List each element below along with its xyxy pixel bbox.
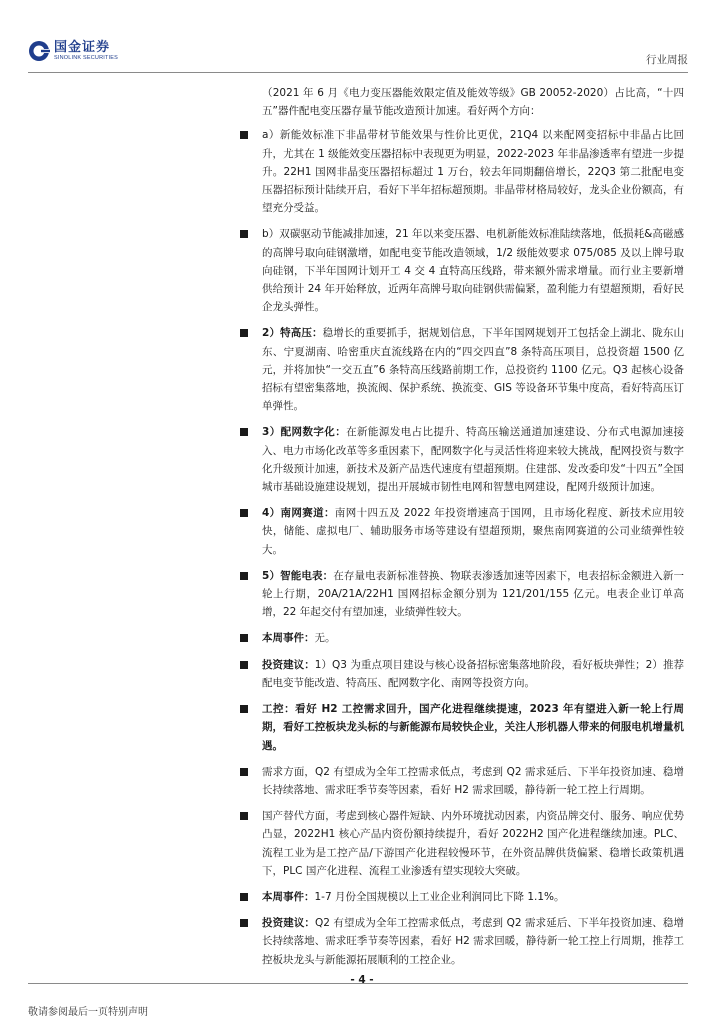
bullet-paragraph xyxy=(0,324,724,415)
paragraph-text: 南网十四五及 2022 年投资增速高于国网，且市场化程度、新技术应用较快，储能、虚拟电厂、辅助服务市场等建设有望超预期，聚焦南网赛道的公司业绩弹性较大。 xyxy=(262,507,684,556)
square-bullet-icon xyxy=(240,893,248,901)
bullet-paragraph xyxy=(0,126,724,217)
paragraph-lead: 投资建议： xyxy=(262,658,315,671)
paragraph-text: 稳增长的重要抓手，据规划信息，下半年国网规划开工包括金上湖北、陇东山东、宁夏湖南、哈密重庆直流线路在内的“四交四直”8 条特高压项目，总投资超 1500 亿元，并将加快“一交五直”6 条特高压线路前期工作，总投资约 1100 亿元。Q3 起核心设备招标有望密集落地，换流阀、保护系统、换流变、GIS 等设备环节集中度高，看好特高压订单弹性。 xyxy=(262,327,684,413)
bullet-paragraph xyxy=(0,763,724,799)
logo-english-name: SINOLINK SECURITIES xyxy=(54,54,119,61)
logo-chinese-name: 国金证券 xyxy=(54,39,111,55)
paragraph-lead: 5）智能电表： xyxy=(262,569,334,582)
bullet-paragraph xyxy=(0,504,724,559)
footer-divider xyxy=(28,983,688,984)
square-bullet-icon xyxy=(240,812,248,820)
square-bullet-icon xyxy=(240,661,248,669)
paragraph-text: 需求方面，Q2 有望成为全年工控需求低点，考虑到 Q2 需求延后、下半年投资加速、稳增长持续落地、需求旺季节奏等因素，看好 H2 需求回暖，静待新一轮工控上行周期。 xyxy=(262,765,684,796)
paragraph-text: Q2 有望成为全年工控需求低点，考虑到 Q2 需求延后、下半年投资加速、稳增长持续落地、需求旺季节奏等因素，看好 H2 需求回暖，静待新一轮工控上行周期，推荐工控板块龙头与新能源拓展顺利的工控企业。 xyxy=(262,917,685,966)
paragraph-text: 无。 xyxy=(314,632,336,645)
square-bullet-icon xyxy=(240,329,248,337)
paragraph-text: 在存量电表新标准替换、物联表渗透加速等因素下，电表招标金额进入新一轮上行期，20A/21A/22H1 国网招标金额分别为 121/201/155 亿元。电表企业订单高增，22 年起交付有望加速，业绩弹性较大。 xyxy=(262,569,685,619)
paragraph-lead: 2）特高压： xyxy=(262,327,323,340)
footer-disclaimer: 敬请参阅最后一页特别声明 xyxy=(28,1007,148,1018)
company-logo xyxy=(28,40,118,62)
paragraph-text: 在新能源发电占比提升、特高压输送通道加速建设、分布式电源加速接入、电力市场化改革等多重因素下，配网数字化与灵活性将迎来较大挑战，配网投资与数字化升级预计加速，新技术及新产品迭代速度有望超预期。住建部、发改委印发“十四五”全国城市基础设施建设规划，提出开展城市韧性电网和智慧电网建设，配网升级预计加速。 xyxy=(262,426,684,494)
bullet-paragraph xyxy=(0,423,724,496)
paragraph-text: 1）Q3 为重点项目建设与核心设备招标密集落地阶段，看好板块弹性；2）推荐配电变节能改造、特高压、配网数字化、南网等投资方向。 xyxy=(262,658,684,689)
paragraph-lead: 工控：看好 H2 工控需求回升，国产化进程继续提速，2023 年有望进入新一轮上行周期，看好工控板块龙头标的与新能源布局较快企业，关注人形机器人带来的伺服电机增量机遇。 xyxy=(262,703,684,752)
square-bullet-icon xyxy=(240,230,248,238)
square-bullet-icon xyxy=(240,634,248,642)
square-bullet-icon xyxy=(240,919,248,927)
square-bullet-icon xyxy=(240,428,248,436)
square-bullet-icon xyxy=(240,572,248,580)
bullet-paragraph xyxy=(0,225,724,316)
paragraph-lead: 3）配网数字化： xyxy=(262,426,347,439)
page-header xyxy=(0,0,724,75)
page-number: - 4 - xyxy=(350,974,374,986)
paragraph-lead: 4）南网赛道： xyxy=(262,507,335,520)
report-type: 行业周报 xyxy=(646,54,688,66)
paragraph-text: （2021 年 6 月《电力变压器能效限定值及能效等级》GB 20052-2020）占比高，“十四五”器件配电变压器存量节能改造预计加速。看好两个方向： xyxy=(262,87,684,118)
intro-paragraph xyxy=(0,84,724,120)
bullet-paragraph xyxy=(0,807,724,880)
square-bullet-icon xyxy=(240,705,248,713)
paragraph-lead: 投资建议： xyxy=(262,917,316,930)
paragraph-text: b）双碳驱动节能减排加速，21 年以来变压器、电机新能效标准陆续落地，低损耗&高磁感的高牌号取向硅钢激增，如配电变节能改造领域，1/2 级能效要求 075/085 及以上牌号取向硅钢，下半年国网计划开工 4 交 4 直特高压线路，带来额外需求增量。而行业主要新增供给预计 24 年开始释放，近两年高牌号取向硅钢供需偏紧，盈利能力有望超预期，看好民企龙头弹性。 xyxy=(262,228,684,314)
sinolink-logo-icon xyxy=(28,40,50,62)
bullet-paragraph xyxy=(0,656,724,692)
paragraph-text: 国产替代方面，考虑到核心器件短缺、内外环境扰动因素，内资品牌交付、服务、响应优势凸显，2022H1 核心产品内资份额持续提升，看好 2022H2 国产化进程继续加速。PLC、流程工业为是工控产品/下游国产化进程较慢环节，在外资品牌供货偏紧、稳增长政策机遇下，PLC 国产化进程、流程工业渗透有望实现较大突破。 xyxy=(262,810,684,877)
bullet-paragraph xyxy=(0,914,724,969)
bullet-paragraph xyxy=(0,888,724,906)
square-bullet-icon xyxy=(240,509,248,517)
bullet-paragraph xyxy=(0,629,724,647)
paragraph-lead: 本周事件： xyxy=(262,890,315,903)
square-bullet-icon xyxy=(240,768,248,776)
paragraph-lead: 本周事件： xyxy=(262,632,315,645)
report-body xyxy=(0,84,724,977)
bullet-paragraph xyxy=(0,567,724,622)
square-bullet-icon xyxy=(240,131,248,139)
bullet-paragraph xyxy=(0,700,724,755)
paragraph-text: 1-7 月份全国规模以上工业企业利润同比下降 1.1%。 xyxy=(314,890,565,903)
header-divider xyxy=(28,72,688,73)
paragraph-text: a）新能效标准下非晶带材节能效果与性价比更优，21Q4 以来配网变招标中非晶占比回升，尤其在 1 级能效变压器招标中表现更为明显，2022-2023 年非晶渗透率有望进一步提升。22H1 国网非晶变压器招标超过 1 万台，较去年同期翻倍增长，22Q3 第二批配电变压器招标预计陆续开启，看好下半年招标超预期。非晶带材格局较好，龙头企业份额高，有望充分受益。 xyxy=(262,129,684,215)
